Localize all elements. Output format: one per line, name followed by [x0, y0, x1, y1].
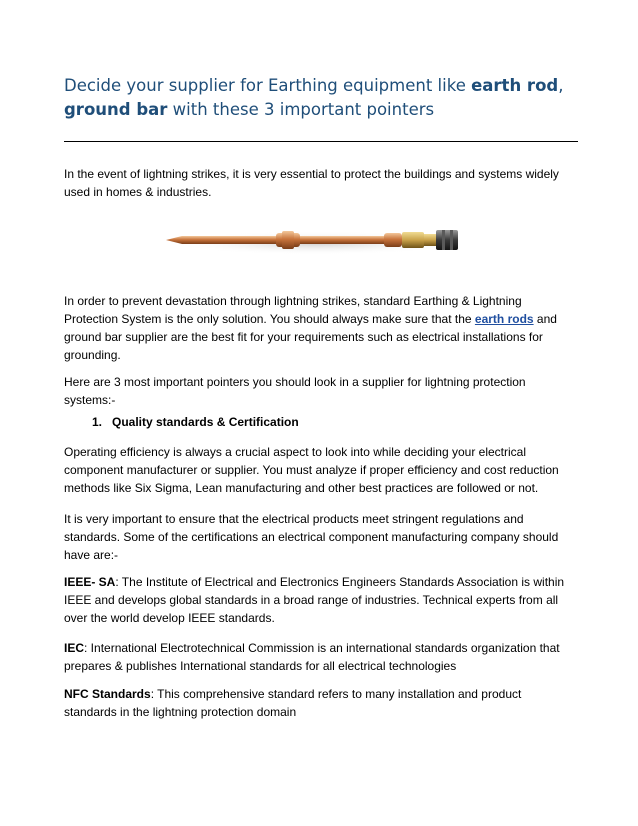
- ieee-term: IEEE- SA: [64, 575, 116, 589]
- title-divider: [64, 141, 578, 142]
- title-bold-ground-bar: ground bar: [64, 100, 168, 119]
- page-title: [64, 74, 564, 122]
- protection-text-after: and ground bar supplier are the best fit for your requirements such as electrical installations for grounding.: [64, 312, 557, 362]
- title-bold-earth-rod: earth rod: [471, 76, 559, 95]
- nfc-paragraph: [64, 685, 574, 721]
- list-item-label: Quality standards & Certification: [112, 415, 299, 429]
- title-text-3: with these 3 important pointers: [167, 100, 435, 119]
- ieee-paragraph: [64, 573, 574, 627]
- title-text-1: Decide your supplier for Earthing equipment like: [64, 76, 472, 95]
- earth-rod-icon: [166, 215, 466, 263]
- title-text-2: ,: [558, 76, 564, 95]
- iec-term: IEC: [64, 641, 85, 655]
- list-item-number: 1.: [92, 415, 103, 429]
- iec-paragraph: [64, 639, 574, 675]
- iec-description: : International Electrotechnical Commission is an international standards organization that prepares & publishes International standards for all electrical technologies: [64, 641, 560, 673]
- protection-paragraph: [64, 292, 574, 364]
- efficiency-paragraph: Operating efficiency is always a crucial aspect to look into while deciding your electrical component manufacturer or supplier. You must analyze if proper efficiency and cost reduction methods like Six Sigma, Lean manufacturing and other best practices are followed or not.: [64, 445, 559, 495]
- intro-paragraph: In the event of lightning strikes, it is very essential to protect the buildings and systems widely used in homes & industries.: [64, 167, 559, 199]
- certifications-paragraph: It is very important to ensure that the electrical products meet stringent regulations and standards. Some of the certifications an electrical component manufacturing company should have are:-: [64, 512, 559, 562]
- earth-rod-image: [166, 215, 466, 263]
- nfc-term: NFC Standards: [64, 687, 151, 701]
- list-item-quality-standards: [92, 415, 299, 429]
- nfc-description: : This comprehensive standard refers to many installation and product standards in the lightning protection domain: [64, 687, 522, 719]
- ieee-description: : The Institute of Electrical and Electronics Engineers Standards Association is within IEEE and develops global standards in a broad range of industries. Technical experts from all over the world develop IEEE standards.: [64, 575, 565, 625]
- protection-text-before: In order to prevent devastation through lightning strikes, standard Earthing & Lightning Protection System is the only solution. You should always make sure that the: [64, 294, 522, 326]
- earth-rods-link[interactable]: earth rods: [474, 312, 534, 326]
- pointers-intro-paragraph: Here are 3 most important pointers you should look in a supplier for lightning protection systems:-: [64, 375, 526, 407]
